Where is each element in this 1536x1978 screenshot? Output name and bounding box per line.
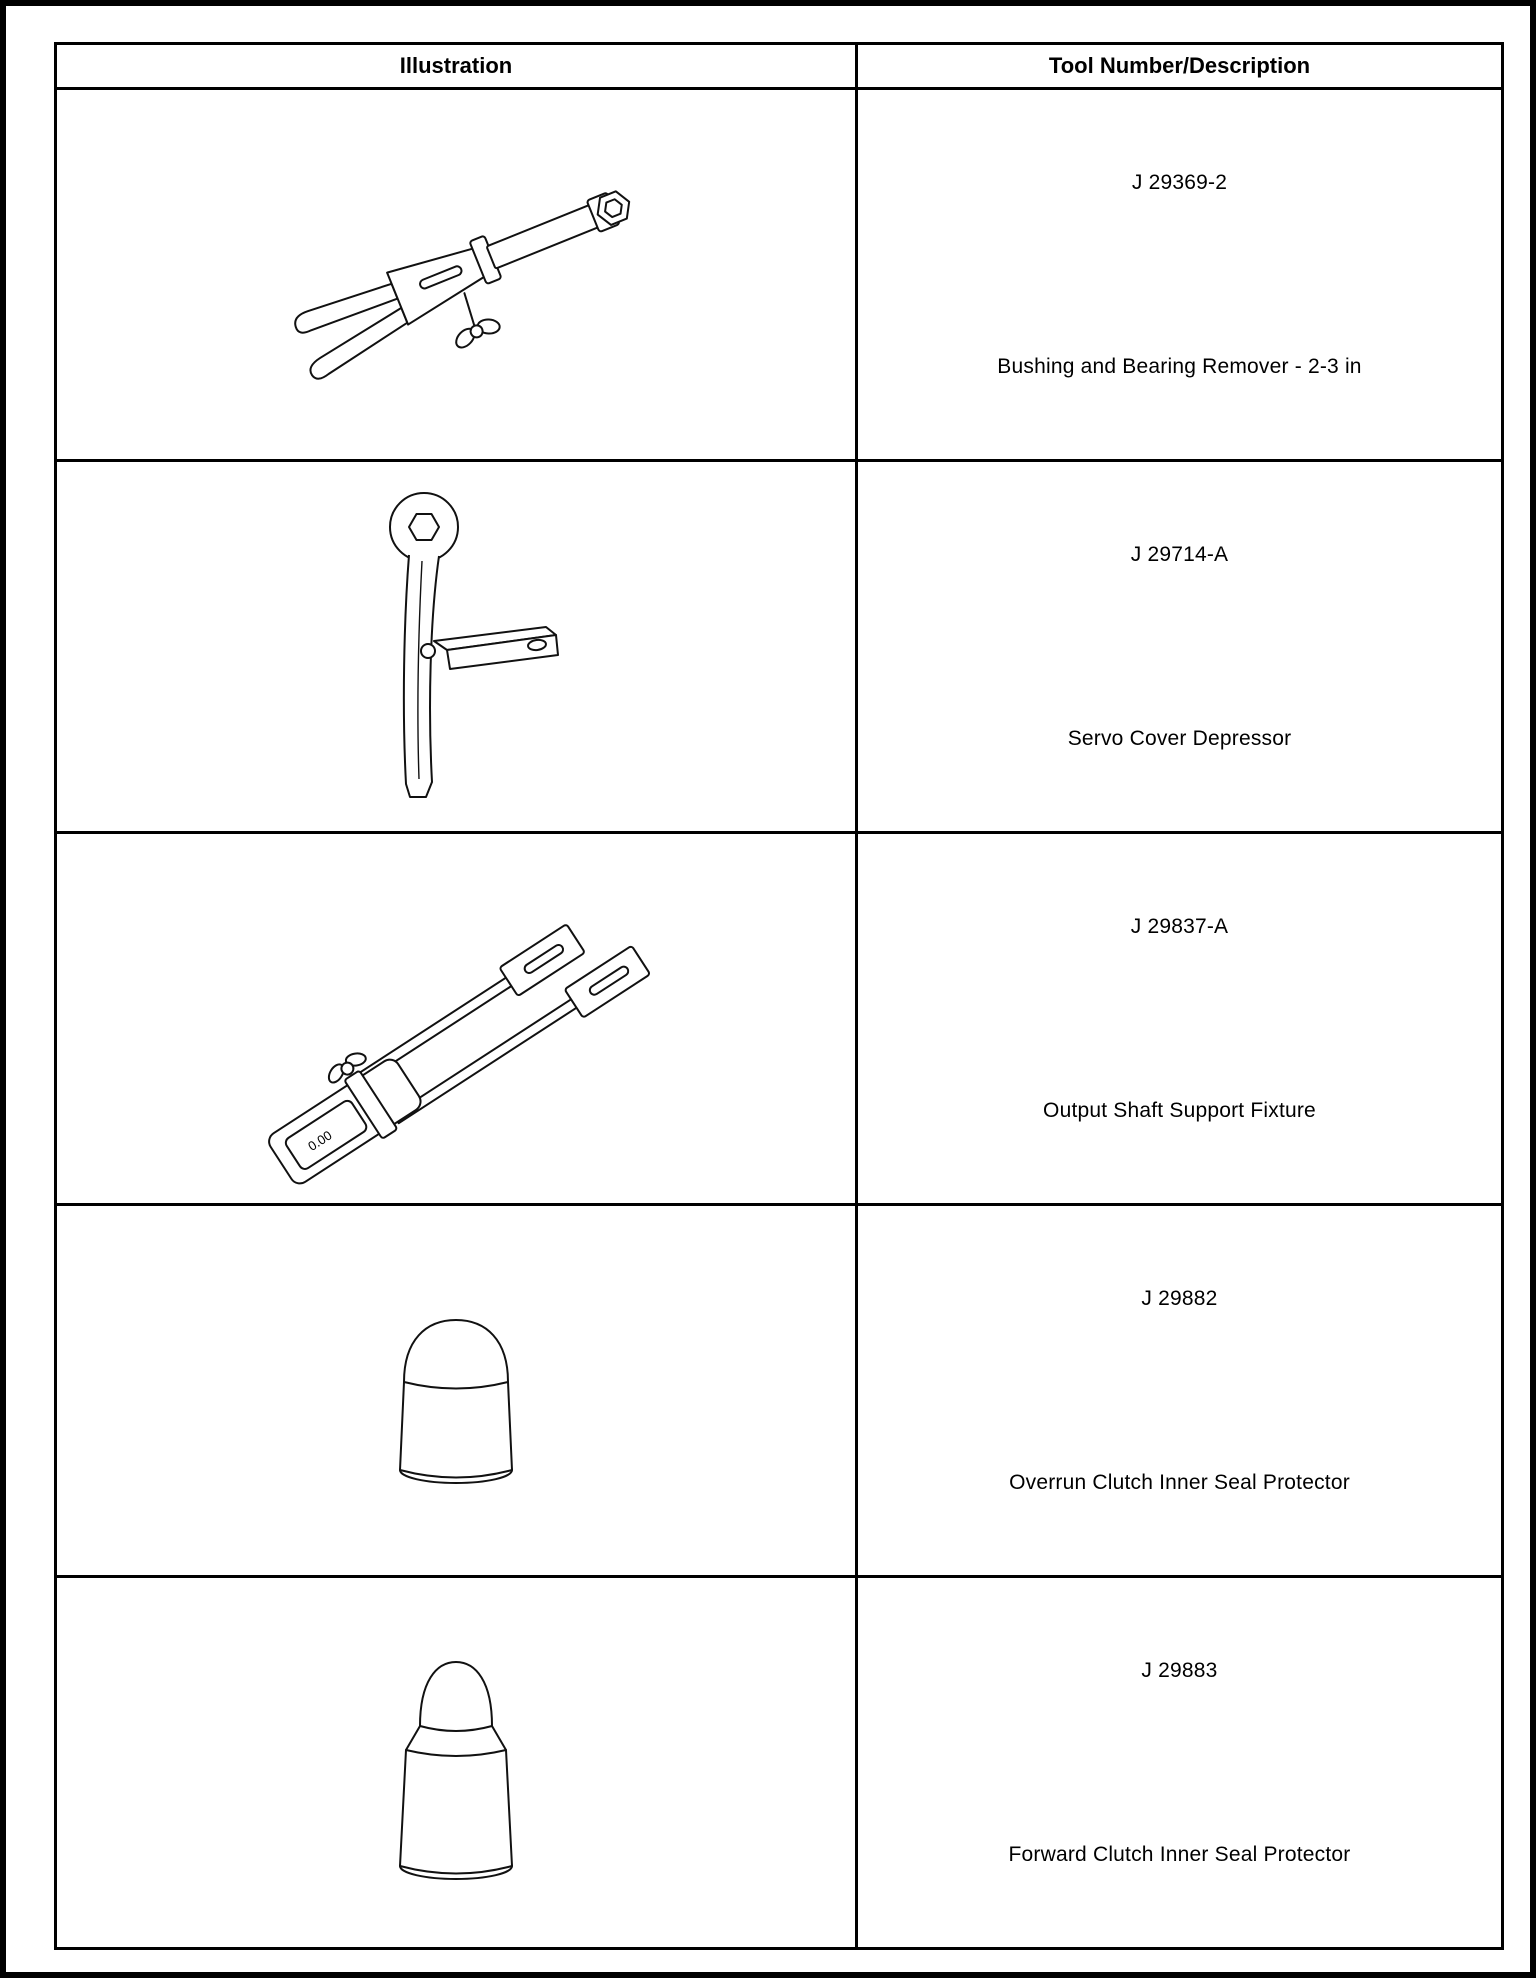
table-row-2-description-cell [858,462,1501,831]
tool-description: Servo Cover Depressor [1067,726,1292,750]
tool-description: Output Shaft Support Fixture [1043,1098,1316,1122]
table-row-3-description-cell [858,834,1501,1203]
tool-description: Forward Clutch Inner Seal Protector [1008,1842,1351,1866]
output-shaft-support-fixture-illustration [226,851,686,1186]
servo-cover-depressor-illustration [306,479,606,814]
tool-number: J 29369-2 [1131,170,1228,194]
overrun-clutch-inner-seal-protector-illustration [356,1278,556,1503]
column-header-tool-number-description [858,45,1501,87]
table-row-3-illustration-cell [57,834,855,1203]
forward-clutch-inner-seal-protector-illustration [356,1630,556,1895]
column-header-illustration [57,45,855,87]
tool-number: J 29882 [1141,1286,1218,1310]
tool-number: J 29883 [1141,1658,1218,1682]
table-row-5-description-cell [858,1578,1501,1947]
bushing-and-bearing-remover-illustration [231,115,681,435]
tool-number: J 29837-A [1130,914,1229,938]
table-row-5-illustration-cell [57,1578,855,1947]
table-row-1-illustration-cell [57,90,855,459]
tool-description: Bushing and Bearing Remover - 2-3 in [997,354,1362,378]
table-row-4-illustration-cell [57,1206,855,1575]
table-row-2-illustration-cell [57,462,855,831]
special-tools-table [54,42,1504,1950]
tool-description: Overrun Clutch Inner Seal Protector [1009,1470,1350,1494]
column-header-illustration-label: Illustration [399,53,513,78]
table-row-1-description-cell [858,90,1501,459]
table-row-4-description-cell [858,1206,1501,1575]
tool-number: J 29714-A [1130,542,1229,566]
clamp-dial-marking: 0.00 [305,1127,335,1154]
column-header-tool-number-description-label: Tool Number/Description [1048,53,1311,78]
